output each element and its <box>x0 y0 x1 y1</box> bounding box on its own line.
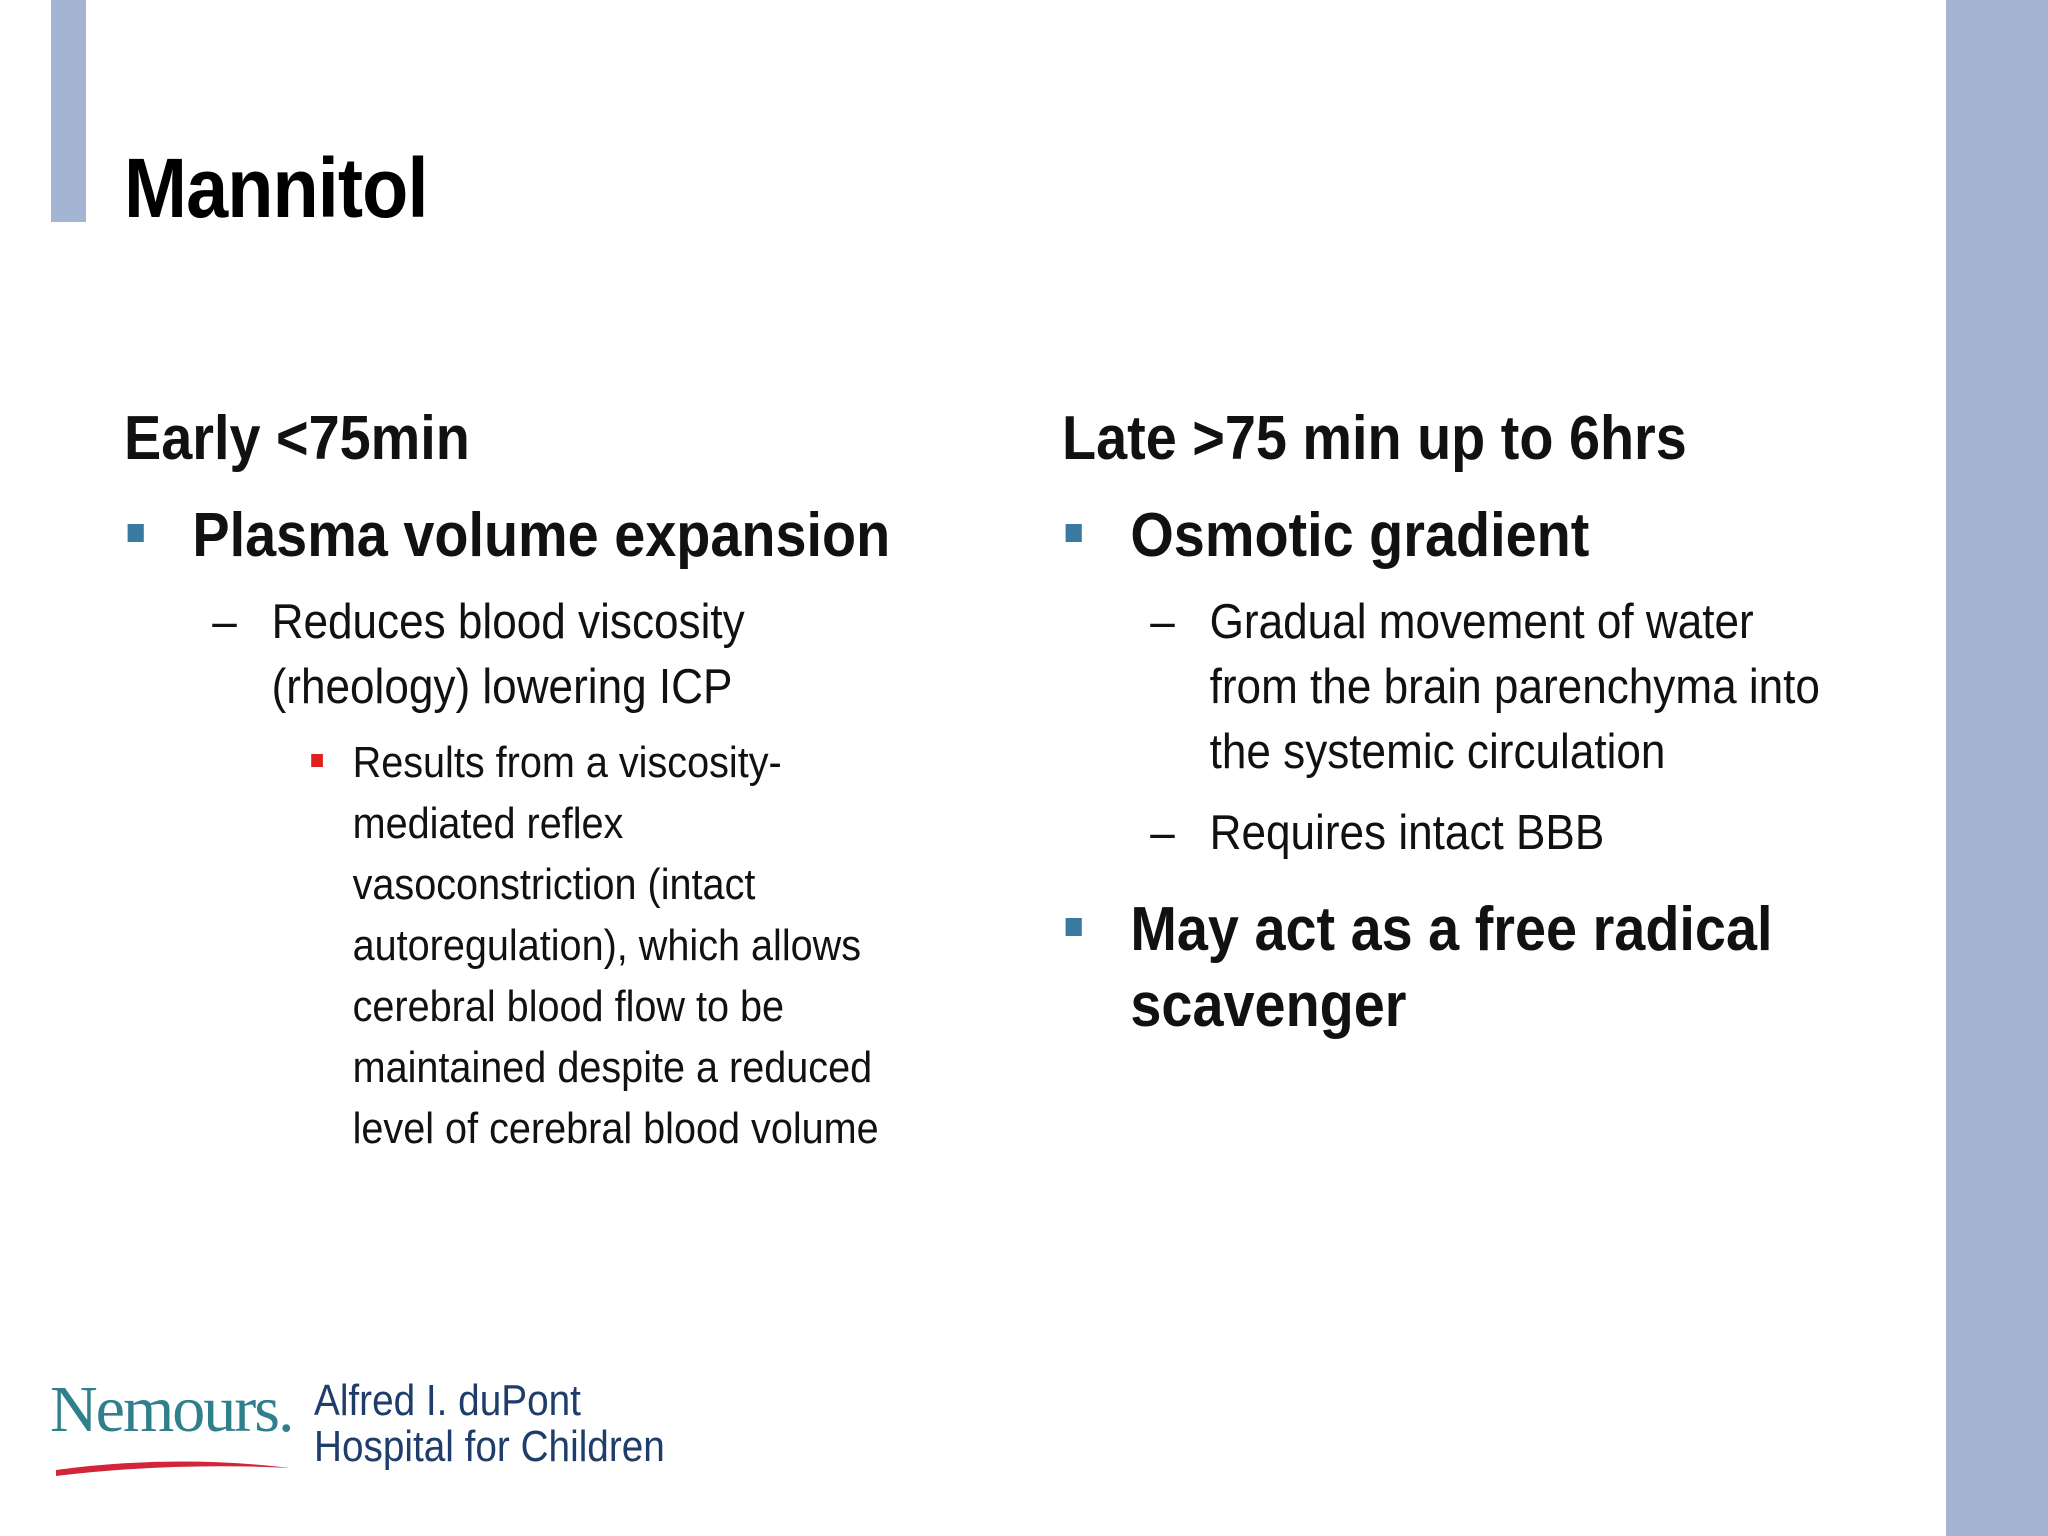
logo-swoosh-icon <box>54 1452 294 1482</box>
right-column <box>1062 400 1942 1044</box>
logo-hospital-name <box>314 1378 665 1470</box>
square-bullet-icon <box>1066 524 1082 542</box>
square-bullet-icon <box>1066 918 1082 936</box>
right-bullet-1 <box>1062 498 1854 574</box>
red-square-bullet-icon <box>311 754 323 767</box>
left-sub-item-text: Reduces blood viscosity (rheology) lowering ICP <box>271 595 745 714</box>
logo-line-2: Hospital for Children <box>314 1422 665 1471</box>
dash-bullet-icon: – <box>212 595 237 649</box>
left-sub-sub-item-text: Results from a viscosity-mediated reflex vasoconstriction (intact autoregulation), which allows cerebral blood flow to be maintained despite a reduced level of cerebral blood volume <box>352 738 879 1153</box>
right-sub-item-1 <box>1062 590 1854 785</box>
right-sub-item-1-text: Gradual movement of water from the brain parenchyma into the systemic circulation <box>1209 595 1820 779</box>
left-heading: Early <75min <box>124 404 470 473</box>
left-accent-bar <box>51 0 86 222</box>
logo-wordmark: Nemours. <box>50 1373 293 1446</box>
right-bullet-2 <box>1062 892 1854 1044</box>
left-sub-sub-item <box>124 732 916 1159</box>
right-accent-band <box>1946 0 2048 1536</box>
slide-title: Mannitol <box>124 141 428 235</box>
left-bullet <box>124 498 916 574</box>
dash-bullet-icon: – <box>1150 595 1175 649</box>
right-heading: Late >75 min up to 6hrs <box>1062 404 1687 473</box>
right-bullet-1-text: Osmotic gradient <box>1130 501 1590 570</box>
square-bullet-icon <box>128 524 144 542</box>
left-column <box>124 400 1004 1159</box>
left-bullet-text: Plasma volume expansion <box>192 501 891 570</box>
right-sub-item-2-text: Requires intact BBB <box>1209 806 1605 860</box>
logo-line-1: Alfred I. duPont <box>314 1376 581 1425</box>
left-sub-item <box>124 590 916 720</box>
dash-bullet-icon: – <box>1150 806 1175 860</box>
right-bullet-2-text: May act as a free radical scavenger <box>1130 895 1773 1040</box>
right-sub-item-2 <box>1062 801 1854 866</box>
nemours-logo <box>50 1372 690 1502</box>
